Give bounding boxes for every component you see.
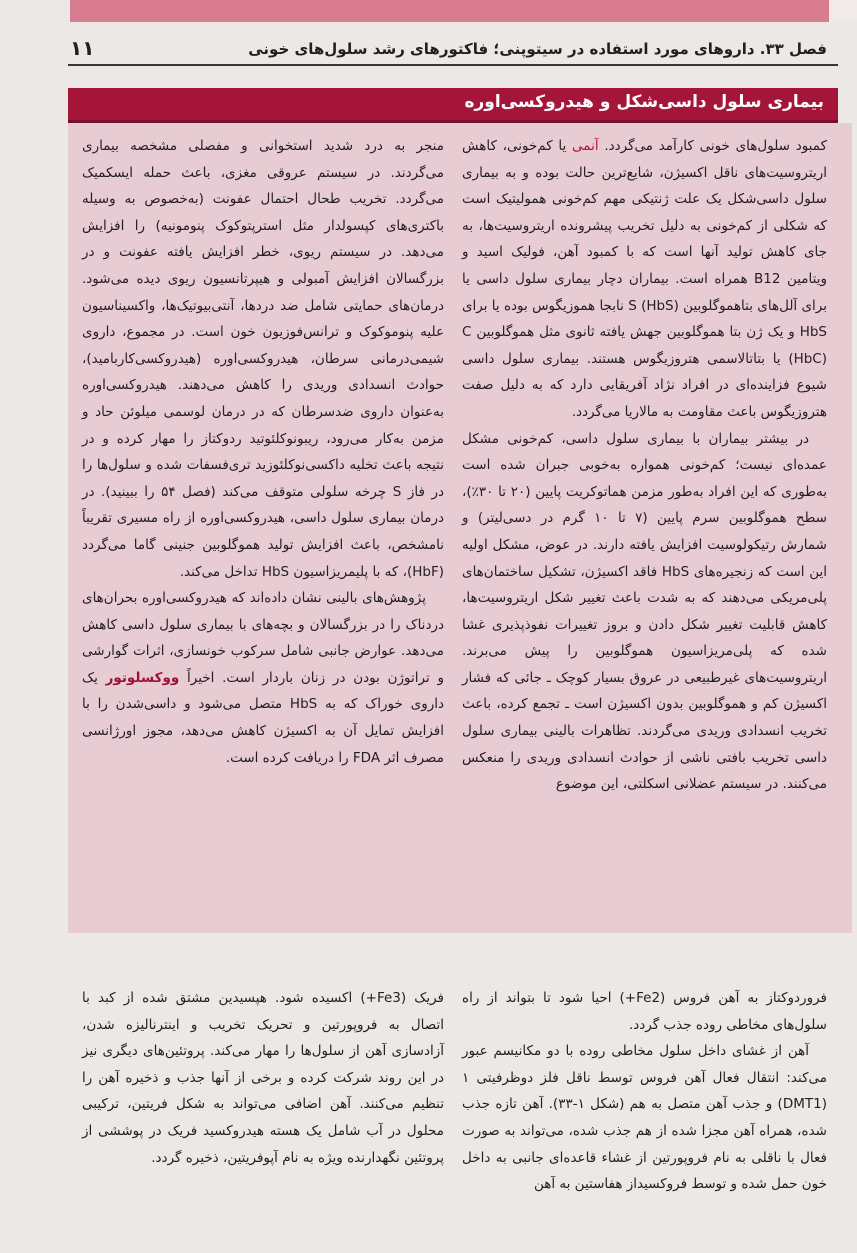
text-span: یک داروی خوراک که به HbS متصل می‌شود و داسی‌شدن را با افزایش تمایل آن به اکسیژن کاهش می‌دهد، مجوز اورژانسی مصرف اثر FDA را دریافت کرده است.	[82, 669, 444, 766]
term-voxelotor: ووکسلوتور	[105, 669, 180, 686]
box-right-column	[462, 133, 827, 798]
section-title-bar	[68, 88, 838, 123]
paragraph: منجر به درد شدید استخوانی و مفصلی مشخصه بیماری می‌گردند. در سیستم عروقی مغزی، باعث حمله ایسکمیک می‌گردد. تخریب طحال احتمال عفونت (به‌خصوص به وسیله باکتری‌های کپسولدار مثل استرپتوکوک پنومونیه) را افزایش می‌دهد. در سیستم ریوی، خطر افزایش یافته عفونت و در بزرگسالان افزایش آمبولی و هیپرتانسیون ریوی دیده می‌شود. درمان‌های حمایتی شامل ضد دردها، آنتی‌بیوتیک‌ها، واکسیناسیون علیه پنوموکوک و ترانس‌فوزیون خون است. در مجموع، داروی شیمی‌درمانی سرطان، هیدروکسی‌اوره (هیدروکسی‌کاربامید)، حوادث انسدادی وریدی را کاهش می‌دهند. هیدروکسی‌اوره به‌عنوان داروی ضدسرطان که در درمان لوسمی میلوئن حاد و مزمن به‌کار می‌رود، ریبونوکلئوتید ردوکتاز را مهار کرده و در نتیجه باعث تخلیه داکسی‌نوکلئوزید تری‌فسفات شده و سلول‌ها را در فاز S چرخه سلولی متوقف می‌کند (فصل ۵۴ را ببینید). در درمان بیماری سلول داسی، هیدروکسی‌اوره از راه مسیری تقریباً نامشخص، باعث افزایش تولید هموگلوبین جنینی گاما می‌گردد (HbF)، که با پلیمریزاسیون HbS تداخل می‌کند.	[82, 138, 444, 580]
text-span: کمبود سلول‌های خونی کارآمد می‌گردد.	[598, 138, 827, 154]
paragraph: آهن از غشای داخل سلول مخاطی روده با دو مکانیسم عبور می‌کند: انتقال فعال آهن فروس توسط ناقل فلز دوظرفیتی ۱ (DMT1) و جذب آهن متصل به هم (شکل ۱-۳۳). آهن تازه جذب شده، همراه آهن مجزا شده از هم جذب شده، می‌تواند به صورت فعال با ناقلی به نام فروپورتین از غشاء قاعده‌ای جانبی به داخل خون حمل شده و توسط فروکسیداز هفاستین به آهن	[462, 1043, 827, 1193]
paragraph: فروردوکتاز به آهن فروس (Fe2+) احیا شود تا بتواند از راه سلول‌های مخاطی روده جذب گردد.	[462, 990, 827, 1033]
page-number: ۱۱	[70, 36, 95, 60]
chapter-header: فصل ۳۳. داروهای مورد استفاده در سیتوپنی؛ فاکتورهای رشد سلول‌های خونی	[248, 40, 827, 58]
top-strip-edge	[829, 0, 857, 22]
bottom-right-column	[462, 985, 827, 1198]
top-color-strip	[70, 0, 857, 22]
text-span: پژوهش‌های بالینی نشان داده‌اند که هیدروکسی‌اوره بحران‌های دردناک را در بزرگسالان و بچه‌های با بیماری سلول داسی کاهش می‌دهد. عوارض جانبی شامل سرکوب خونسازی، اثرات گوارشی و تراتوژن بودن در زنان باردار است. اخیراً	[82, 590, 444, 686]
header-rule	[68, 64, 838, 66]
text-span: یا کم‌خونی، کاهش اریتروسیت‌های ناقل اکسیژن، شایع‌ترین حالت بوده و به بیماری سلول داسی‌شکل یک علت ژنتیکی مهم کم‌خونی همولیتیک است که شکلی از کم‌خونی به دلیل تخریب پیشرونده اریتروسیت‌ها، به جای کاهش تولید آنها است که با کمبود آهن، فولیک اسید و ویتامین B12 همراه است. بیماران دچار بیماری سلول داسی یا برای آلل‌های بتاهموگلوبین S (HbS) نابجا هموزیگوس بوده یا برای HbS و یک ژن بتا هموگلوبین جهش یافته ثانوی مثل هموگلوبین C (HbC) یا بتاتالاسمی هتروزیگوس هستند. بیماری سلول داسی شیوع فزاینده‌ای در افراد نژاد آفریقایی دارد که به دلیل صفت هتروزیگوس باعث مقاومت به مالاریا می‌گردد.	[461, 138, 827, 420]
term-anemia: آنمی	[572, 138, 599, 154]
paragraph	[82, 585, 444, 771]
box-left-column	[82, 133, 444, 771]
paragraph: در بیشتر بیماران با بیماری سلول داسی، کم‌خونی مشکل عمده‌ای نیست؛ کم‌خونی همواره به‌خوبی جبران شده است به‌طوری که این افراد به‌طور مزمن هماتوکریت پایین (۲۰ تا ۳۰٪)، سطح هموگلوبین سرم پایین (۷ تا ۱۰ گرم در دسی‌لیتر) و شمارش رتیکولوسیت افزایش یافته دارند. در عوض، مشکل اولیه این است که زنجیره‌های HbS فاقد اکسیژن، تشکیل ساختمان‌های پلی‌مریکی می‌دهند که به شدت باعث تغییر شکل اریتروسیت‌ها، کاهش قابلیت تغییر شکل دادن و بروز تغییرات نفوذپذیری غشا شده که پلی‌مریزاسیون هموگلوبین را پیش می‌برند. اریتروسیت‌های غیرطبیعی در عروق بسیار کوچک ـ جائی که فشار اکسیژن کم و هموگلوبین بدون اکسیژن است ـ تجمع کرده، باعث تخریب انسدادی وریدی می‌گردند. تظاهرات بالینی بیماری سلول داسی تخریب بافتی ناشی از حوادث انسدادی وریدی را منعکس می‌کنند. در سیستم عضلانی اسکلتی، این موضوع	[462, 430, 828, 793]
paragraph	[462, 133, 827, 426]
bottom-left-column	[82, 985, 444, 1171]
section-title: بیماری سلول داسی‌شکل و هیدروکسی‌اوره	[464, 92, 824, 112]
paragraph: فریک (Fe3+) اکسیده شود. هپسیدین مشتق شده از کبد با اتصال به فروپورتین و تحریک تخریب و اینترنالیزه شدن، آزادسازی آهن از سلول‌ها را مهار می‌کند. پروتئین‌های دیگری نیز در این روند شرکت کرده و برخی از آنها جذب و ذخیره آهن را تنظیم می‌کنند. آهن اضافی می‌تواند به شکل فریتین، ترکیبی محلول در آب شامل یک هسته هیدروکسید فریک در پوششی از پروتئین نگهدارنده ویژه به نام آپوفریتین، ذخیره گردد.	[82, 990, 445, 1166]
